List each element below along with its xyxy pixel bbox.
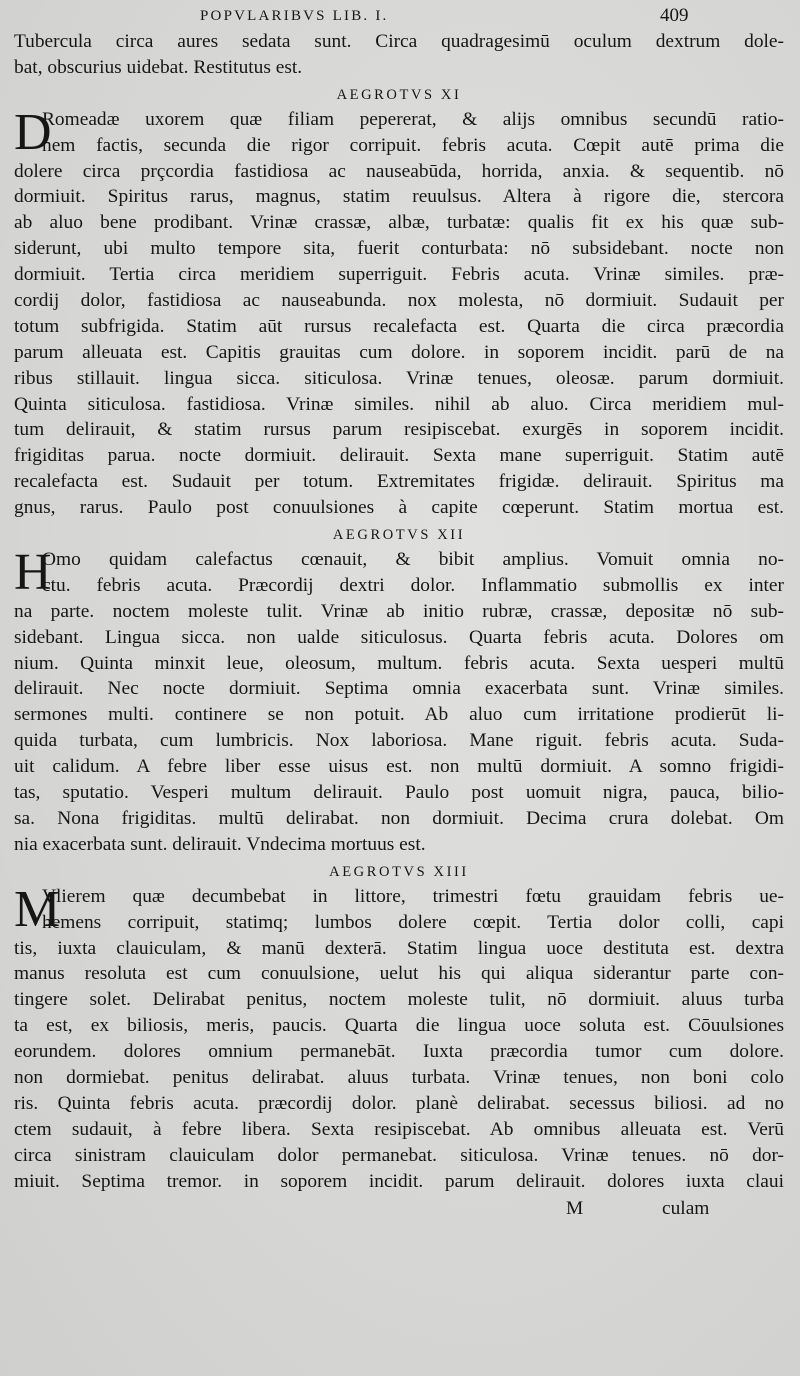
signature-mark: M xyxy=(566,1198,584,1220)
text-line: delirauit. Nec nocte dormiuit. Septima omnia exacerbata sunt. Vrinæ similes. xyxy=(14,678,784,700)
text-line: sidebant. Lingua sicca. non ualde siticulosus. Quarta febris acuta. Dolores om xyxy=(14,626,784,648)
case-section xyxy=(14,103,784,521)
text-line: hemens corripuit, statimq; lumbos dolere cœpit. Tertia dolor colli, capi xyxy=(42,911,784,933)
text-line: cordij dolor, fastidiosa ac nauseabunda. nox molesta, nō dormiuit. Sudauit per xyxy=(14,290,784,312)
text-line: siderunt, ubi multo tempore sita, fuerit conturbata: nō subsidebant. nocte non xyxy=(14,238,784,260)
text-line: gnus, rarus. Paulo post conuulsiones à capite cœperunt. Statim mortua est. xyxy=(14,497,784,519)
text-line: ctu. febris acuta. Præcordij dextri dolor. Inflammatio submollis ex inter xyxy=(42,574,784,596)
text-line: ab aluo bene prodibant. Vrinæ crassæ, albæ, turbatæ: qualis fit ex his quæ sub- xyxy=(14,212,784,234)
text-line: ctem sudauit, à febre libera. Sexta resipiscebat. Ab omnibus alleuata est. Verū xyxy=(14,1118,784,1140)
text-line: sa. Nona frigiditas. multū delirabat. non dormiuit. Decima crura dolebat. Om xyxy=(14,807,784,829)
case-heading: AEGROTVS XIII xyxy=(329,863,469,880)
text-line: eorundem. dolores omnium permanebāt. Iuxta præcordia tumor cum dolore. xyxy=(14,1041,784,1063)
text-line: totum subfrigida. Statim aūt rursus recalefacta est. Quarta die circa præcordia xyxy=(14,315,784,337)
text-line: nia exacerbata sunt. delirauit. Vndecima mortuus est. xyxy=(14,833,426,855)
text-line: recalefacta est. Sudauit per totum. Extremitates frigidæ. delirauit. Spiritus ma xyxy=(14,471,784,493)
text-line: Quinta siticulosa. fastidiosa. Vrinæ similes. nihil ab aluo. Circa meridiem mul- xyxy=(14,393,784,415)
text-line: circa sinistram clauiculam dolor permanebat. siticulosa. Vrinæ tenues. nō dor- xyxy=(14,1144,784,1166)
text-line: dolere circa prçcordia fastidiosa ac nauseabūda, horrida, anxia. & sequentib. nō xyxy=(14,160,784,182)
text-line: quida turbata, cum lumbricis. Nox laboriosa. Mane riguit. febris acuta. Suda- xyxy=(14,730,784,752)
text-line: sermones multi. continere se non potuit. Ab aluo cum irritatione prodierūt li- xyxy=(14,704,784,726)
text-line: manus resoluta est cum conuulsione, uelut his qui aliqua siderantur parte con- xyxy=(14,963,784,985)
text-line: Vlierem quæ decumbebat in littore, trimestri fœtu grauidam febris ue- xyxy=(42,885,784,907)
page-footer xyxy=(14,1194,784,1224)
text-line: dormiuit. Spiritus rarus, magnus, statim reuulsus. Altera à rigore die, stercora xyxy=(14,186,784,208)
text-line: dormiuit. Tertia circa meridiem superriguit. Febris acuta. Vrinæ similes. præ- xyxy=(14,264,784,286)
drop-capital: D xyxy=(14,103,52,161)
text-line: nem factis, secunda die rigor corripuit. febris acuta. Cœpit autē prima die xyxy=(42,134,784,156)
text-line: tingere solet. Delirabat penitus, noctem moleste tulit, nō dormiuit. aluus turba xyxy=(14,989,784,1011)
text-line: Romeadæ uxorem quæ filiam pepererat, & alijs omnibus secundū ratio- xyxy=(42,108,784,130)
page-header xyxy=(0,4,800,32)
text-line: ribus stillauit. lingua sicca. siticulosa. Vrinæ tenues, oleosæ. parum dormiuit. xyxy=(14,367,784,389)
page-number: 409 xyxy=(660,5,689,26)
text-line: non dormiebat. penitus delirabat. aluus turbata. Vrinæ tenues, non boni colo xyxy=(14,1066,784,1088)
text-line: Tubercula circa aures sedata sunt. Circa quadragesimū oculum dextrum dole- xyxy=(14,31,784,52)
drop-capital: M xyxy=(14,880,61,938)
case-heading: AEGROTVS XI xyxy=(336,86,462,103)
text-line: frigiditas parua. nocte dormiuit. delirauit. Sexta mane superriguit. Statim autē xyxy=(14,445,784,467)
drop-capital: H xyxy=(14,544,52,602)
text-line: nium. Quinta minxit leue, oleosum, multum. febris acuta. Sexta uesperi multū xyxy=(14,652,784,674)
body-text xyxy=(14,29,784,1224)
case-heading: AEGROTVS XII xyxy=(332,527,466,544)
text-line: na parte. noctem moleste tulit. Vrinæ ab initio rubræ, crassæ, depositæ nō sub- xyxy=(14,600,784,622)
text-line: miuit. Septima tremor. in soporem incidit. parum delirauit. dolores iuxta claui xyxy=(14,1170,784,1192)
case-section xyxy=(14,880,784,1195)
catchword: culam xyxy=(662,1198,710,1220)
running-head: POPVLARIBVS LIB. I. xyxy=(200,8,389,24)
text-line: tas, sputatio. Vesperi multum delirauit. Paulo post uomuit nigra, pauca, bilio- xyxy=(14,782,784,804)
text-line: bat, obscurius uidebat. Restitutus est. xyxy=(14,56,303,78)
text-line: tum delirauit, & statim rursus parum resipiscebat. exurgēs in soporem incidit. xyxy=(14,419,784,441)
case-section xyxy=(14,544,784,858)
text-line: ta est, ex biliosis, meris, paucis. Quarta die lingua uoce soluta est. Cōuulsiones xyxy=(14,1015,784,1037)
text-line: Omo quidam calefactus cœnauit, & bibit amplius. Vomuit omnia no- xyxy=(42,549,784,571)
text-line: parum alleuata est. Capitis grauitas cum dolore. in soporem incidit. parū de na xyxy=(14,341,784,363)
text-line: uit calidum. A febre liber esse uisus est. non multū dormiuit. A somno frigidi- xyxy=(14,756,784,778)
text-line: tis, iuxta clauiculam, & manū dexterā. Statim lingua uoce destituta est. dextra xyxy=(14,937,784,959)
text-line: ris. Quinta febris acuta. præcordij dolor. planè delirabat. secessus biliosi. ad no xyxy=(14,1092,784,1114)
